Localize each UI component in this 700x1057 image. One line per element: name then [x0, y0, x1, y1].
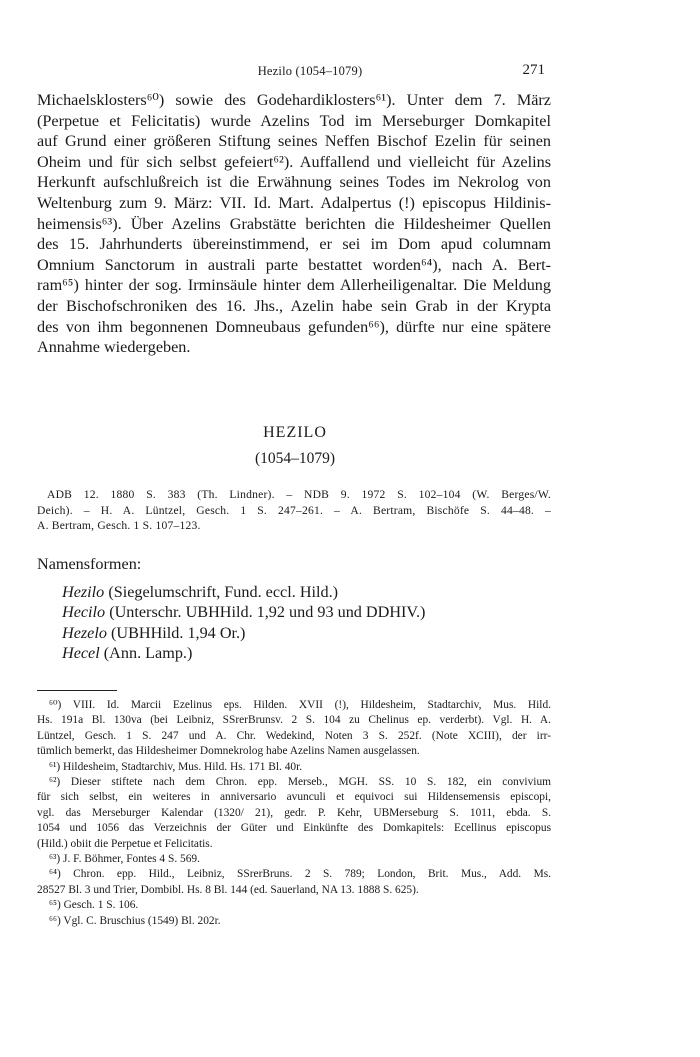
footnote-line: ⁶³) J. F. Böhmer, Fontes 4 S. 569.	[49, 853, 200, 866]
footnote-line: (Hild.) obiit die Perpetue et Felicitatis.	[37, 837, 213, 850]
bibliography-line: Deich). – H. A. Lüntzel, Gesch. 1 S. 247–261. – A. Bertram, Bischöfe S. 44–48. –	[37, 503, 551, 517]
name-forms-list	[62, 582, 542, 664]
bibliography-line: ADB 12. 1880 S. 383 (Th. Lindner). – NDB 9. 1972 S. 102–104 (W. Berges/W.	[47, 488, 551, 501]
name-form-item	[62, 602, 542, 622]
footnote-63	[37, 852, 551, 867]
running-title: Hezilo (1054–1079)	[257, 64, 363, 78]
running-head	[0, 62, 700, 82]
body-line: auf Grund einer größeren Stiftung seines Neffen Bischof Ezelin für seinen	[37, 132, 551, 151]
name-forms-heading: Namensformen:	[37, 555, 142, 573]
footnote-line: 1054 und 1056 das Verzeichnis der Güter und Einkünfte des Domkapitels: Ecellinus episcopus	[37, 822, 551, 835]
name-form-source: (Siegelumschrift, Fund. eccl. Hild.)	[108, 583, 339, 601]
name-form-source: (Unterschr. UBHHild. 1,92 und 93 und DDHIV.)	[109, 603, 426, 622]
body-line: des 15. Jahrhunderts übereinstimmend, er sei im Dom apud columnam	[37, 235, 551, 254]
body-line: ram⁶⁵) hinter der sog. Irminsäule hinter dem Allerheiligenaltar. Die Meldung	[37, 276, 551, 295]
footnote-60	[37, 698, 551, 760]
name-form: Hecilo	[62, 603, 106, 622]
footnotes	[37, 698, 551, 929]
footnote-line: für sich selbst, ein weiteres in anniversario avunculi et equivoci sui Hildensemensis episcopi,	[37, 791, 551, 804]
body-line: Weltenburg zum 9. März: VII. Id. Mart. Adalpertus (!) episcopus Hildinis-	[37, 193, 551, 212]
name-form: Hecel	[62, 644, 100, 663]
footnote-line: ⁶⁵) Gesch. 1 S. 106.	[49, 899, 139, 912]
body-text	[37, 90, 551, 358]
body-line: Annahme wiedergeben.	[37, 338, 191, 357]
footnote-line: ⁶⁶) Vgl. C. Bruschius (1549) Bl. 202r.	[49, 914, 221, 927]
bibliography-line: A. Bertram, Gesch. 1 S. 107–123.	[37, 519, 201, 532]
body-line: des von ihm begonnenen Domneubaus gefunden⁶⁶), dürfte nur eine spätere	[37, 317, 551, 336]
body-line: (Perpetue et Felicitatis) wurde Azelins Tod im Merseburger Domkapitel	[37, 111, 551, 130]
name-form-item	[62, 643, 542, 663]
bibliography	[37, 487, 551, 534]
body-line: Oheim und für sich selbst gefeiert⁶²). Auffallend und vielleicht für Azelins	[37, 152, 551, 171]
footnote-line: ⁶¹) Hildesheim, Stadtarchiv, Mus. Hild. Hs. 171 Bl. 40r.	[49, 760, 303, 773]
body-line: Omnium Sanctorum in australi parte bestattet worden⁶⁴), nach A. Bert-	[37, 255, 551, 274]
footnote-61	[37, 760, 551, 775]
footnote-line: ⁶²) Dieser stiftete nach dem Chron. epp. Merseb., MGH. SS. 10 S. 182, ein convivium	[49, 776, 551, 789]
footnote-line: ⁶⁴) Chron. epp. Hild., Leibniz, SSrerBruns. 2 S. 789; London, Brit. Mus., Add. Ms.	[49, 868, 551, 881]
footnote-62	[37, 775, 551, 852]
page-number: 271	[522, 62, 545, 78]
body-line: Herkunft aufschlußreich ist die Erwähnung seines Todes im Nekrolog von	[37, 173, 551, 192]
name-form: Hezelo	[62, 623, 107, 642]
body-line: Michaelsklosters⁶⁰) sowie des Godehardiklosters⁶¹). Unter dem 7. März	[37, 91, 551, 109]
footnote-line: tümlich bemerkt, das Hildesheimer Domnekrolog habe Azelins Namen ausgelassen.	[37, 745, 420, 758]
body-line: der Bischofschroniken des 16. Jhs., Azelin habe sein Grab in der Krypta	[37, 296, 551, 315]
footnote-line: vgl. das Merseburger Kalendar (1320/ 21), gedr. P. Kehr, UBMerseburg S. 1011, ebda. S.	[37, 806, 551, 819]
footnote-line: Hs. 191a Bl. 130va (bei Leibniz, SSrerBrunsv. 2 S. 104 zu Chelinus ep. verderbt). Vgl. H. A.	[37, 714, 551, 727]
name-form-item	[62, 582, 542, 602]
section-years: (1054–1079)	[254, 450, 336, 467]
name-form: Hezilo	[62, 583, 105, 601]
name-form-source: (Ann. Lamp.)	[103, 644, 193, 663]
name-form-source: (UBHHild. 1,94 Or.)	[111, 623, 246, 642]
footnote-line: Lüntzel, Gesch. 1 S. 247 und A. Chr. Wedekind, Noten 3 S. 252f. (Note XCIII), der irr-	[37, 729, 551, 742]
footnote-rule	[37, 690, 117, 691]
footnote-line: ⁶⁰) VIII. Id. Marcii Ezelinus eps. Hilden. XVII (!), Hildesheim, Stadtarchiv, Mus. Hild.	[49, 699, 551, 711]
name-form-item	[62, 623, 542, 643]
footnote-66	[37, 914, 551, 929]
section-title: HEZILO	[263, 424, 327, 441]
body-line: heimensis⁶³). Über Azelins Grabstätte berichten die Hildesheimer Quellen	[37, 214, 551, 233]
footnote-65	[37, 898, 551, 913]
footnote-64	[37, 867, 551, 898]
footnote-line: 28527 Bl. 3 und Trier, Dombibl. Hs. 8 Bl. 144 (ed. Sauerland, NA 13. 1888 S. 625).	[37, 883, 419, 896]
